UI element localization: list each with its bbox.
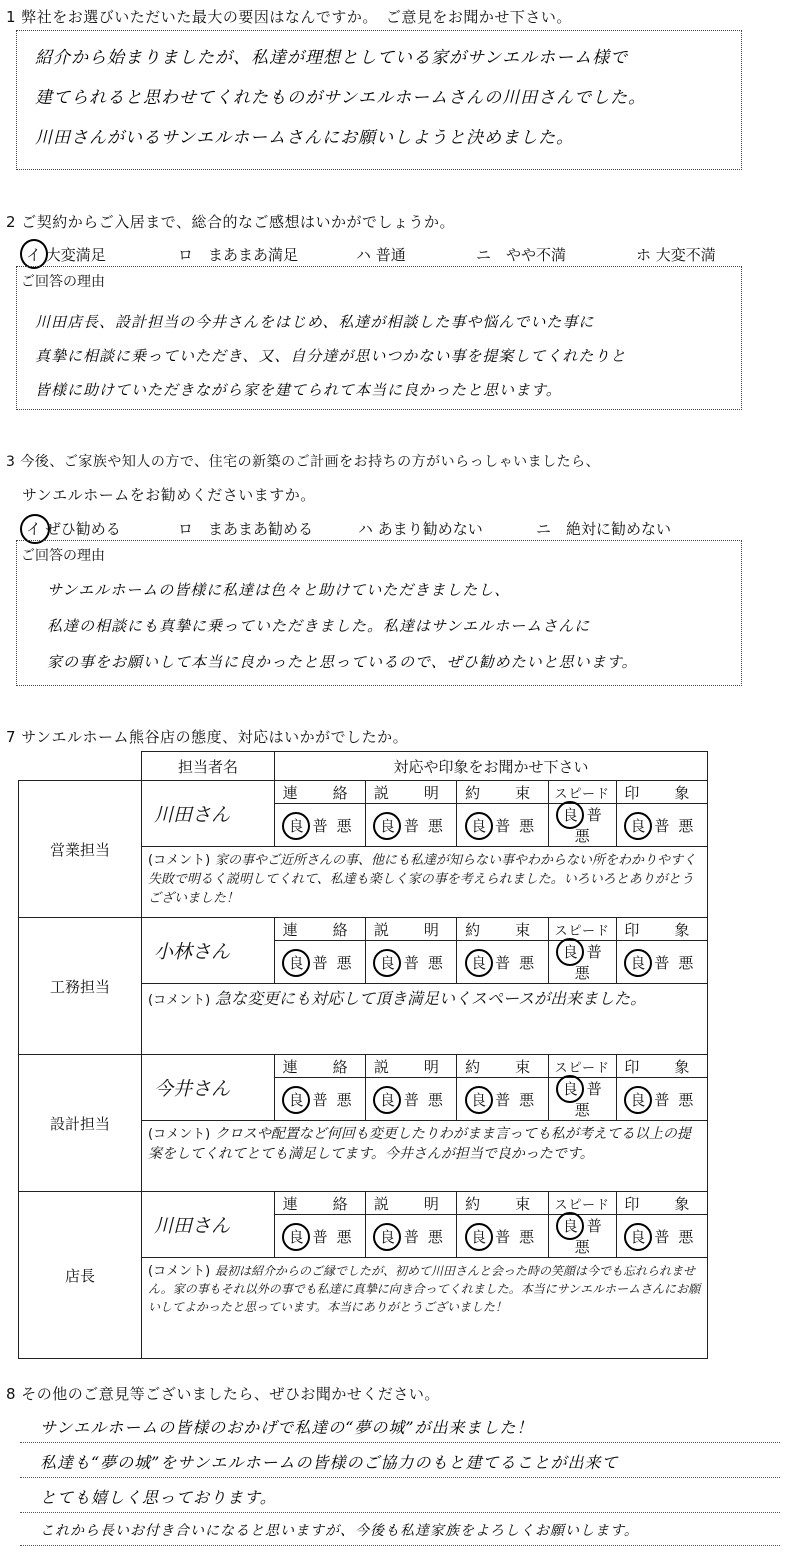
- comment-sales-text: 家の事やご近所さんの事、他にも私達が知らない事やわからない所をわかりやすく失敗で明るく説明してくれて、私達も楽しく家の事を考えられました。いろいろとありがとうございました！: [148, 853, 696, 906]
- rating-manager-impression: 良 普 悪: [616, 1215, 707, 1258]
- q2-reason-line-1: 川田店長、設計担当の今井さんをはじめ、私達が相談した事や悩んでいた事に: [35, 313, 595, 331]
- header-speed: スピード: [548, 781, 616, 804]
- header-contact: 連 絡: [275, 781, 366, 804]
- q2-option-4: ニ やや不満: [476, 246, 567, 264]
- q2-option-1: イ 大変満足: [26, 246, 106, 264]
- rating-design-speed: 良 普悪: [548, 1078, 616, 1121]
- rating-construction-promise: 良 普 悪: [457, 941, 548, 984]
- q8-rule-1: [20, 1442, 780, 1443]
- category-manager: 店長: [19, 1192, 142, 1359]
- q3-option-1: イ ぜひ勧める: [26, 520, 121, 538]
- col-impression-header: 対応や印象をお聞かせ下さい: [275, 752, 708, 781]
- q2-option-5: ホ 大変不満: [636, 246, 716, 264]
- rating-construction-speed: 良 普悪: [548, 941, 616, 984]
- comment-construction-text: 急な変更にも対応して頂き満足いくスペースが出来ました。: [214, 989, 647, 1008]
- rating-construction-explain: 良 普 悪: [366, 941, 457, 984]
- header-impression: 印 象: [616, 781, 707, 804]
- category-construction: 工務担当: [19, 918, 142, 1055]
- category-sales: 営業担当: [19, 781, 142, 918]
- q3-reason-line-1: サンエルホームの皆様に私達は色々と助けていただきましたし、: [47, 581, 511, 599]
- q1-answer-line-3: 川田さんがいるサンエルホームさんにお願いしようと決めました。: [35, 128, 575, 148]
- staff-name-manager: 川田さん: [154, 1215, 231, 1237]
- rating-sales-speed: 良 普悪: [548, 804, 616, 847]
- q2-reason-box: [16, 266, 742, 410]
- q2-reason-line-2: 真摯に相談に乗っていただき、又、自分達が思いつかない事を提案してくれたりと: [35, 347, 627, 365]
- q8-answer-line-4: これから長いお付き合いになると思いますが、今後も私達家族をよろしくお願いします。: [40, 1523, 639, 1539]
- comment-manager-text: 最初は紹介からのご縁でしたが、初めて川田さんと会った時の笑顔は今でも忘れられません。家の事もそれ以外の事でも私達に真摯に向き合ってくれました。本当にサンエルホームさんにお願いしてよかったと思っています。本当にありがとうございました！: [148, 1264, 701, 1314]
- rating-manager-speed: 良 普悪: [548, 1215, 616, 1258]
- q8-rule-2: [20, 1477, 780, 1478]
- rating-design-contact: 良 普 悪: [275, 1078, 366, 1121]
- q2-reason-line-3: 皆様に助けていただきながら家を建てられて本当に良かったと思います。: [35, 381, 562, 399]
- rating-manager-promise: 良 普 悪: [457, 1215, 548, 1258]
- comment-design-text: クロスや配置など何回も変更したりわがまま言っても私が考えてる以上の提案をしてくれてとても満足してます。今井さんが担当で良かったです。: [148, 1126, 691, 1162]
- q3-option-3: ハ あまり勧めない: [358, 520, 483, 538]
- rating-sales-explain: 良 普 悪: [366, 804, 457, 847]
- rating-design-promise: 良 普 悪: [457, 1078, 548, 1121]
- category-design: 設計担当: [19, 1055, 142, 1192]
- q8-rule-3: [20, 1512, 780, 1513]
- q8-answer-line-2: 私達も“夢の城”をサンエルホームの皆様のご協力のもと建てることが出来て: [40, 1453, 619, 1472]
- header-explain: 説 明: [366, 781, 457, 804]
- q2-question: 2 ご契約からご入居まで、総合的なご感想はいかがでしょうか。: [6, 213, 456, 231]
- rating-sales-promise: 良 普 悪: [457, 804, 548, 847]
- rating-sales-contact: 良 普 悪: [275, 804, 366, 847]
- header-promise: 約 束: [457, 781, 548, 804]
- comment-sales: (コメント) 家の事やご近所さんの事、他にも私達が知らない事やわからない所をわかりやすく失敗で明るく説明してくれて、私達も楽しく家の事を考えられました。いろいろとありがとうございました！: [142, 847, 708, 918]
- comment-construction: (コメント) 急な変更にも対応して頂き満足いくスペースが出来ました。: [142, 984, 708, 1055]
- q1-answer-line-1: 紹介から始まりましたが、私達が理想としている家がサンエルホーム様で: [35, 48, 629, 68]
- q7-question: 7 サンエルホーム熊谷店の態度、対応はいかがでしたか。: [6, 728, 409, 746]
- staff-name-construction: 小林さん: [154, 941, 231, 963]
- q8-question: 8 その他のご意見等ございましたら、ぜひお聞かせください。: [6, 1385, 440, 1403]
- comment-design: (コメント) クロスや配置など何回も変更したりわがまま言っても私が考えてる以上の提案をしてくれてとても満足してます。今井さんが担当で良かったです。: [142, 1121, 708, 1192]
- rating-manager-contact: 良 普 悪: [275, 1215, 366, 1258]
- q3-question-line-2: サンエルホームをお勧めくださいますか。: [22, 486, 316, 504]
- q3-option-4: ニ 絶対に勧めない: [536, 520, 672, 538]
- rating-design-impression: 良 普 悪: [616, 1078, 707, 1121]
- q3-reason-line-2: 私達の相談にも真摯に乗っていただきました。私達はサンエルホームさんに: [47, 617, 591, 635]
- rating-construction-impression: 良 普 悪: [616, 941, 707, 984]
- rating-manager-explain: 良 普 悪: [366, 1215, 457, 1258]
- q3-reason-box: [16, 540, 742, 686]
- rating-design-explain: 良 普 悪: [366, 1078, 457, 1121]
- q3-question-line-1: 3 今後、ご家族や知人の方で、住宅の新築のご計画をお持ちの方がいらっしゃいましたら、: [6, 454, 601, 470]
- rating-construction-contact: 良 普 悪: [275, 941, 366, 984]
- col-staff-header: 担当者名: [142, 752, 275, 781]
- staff-name-sales: 川田さん: [154, 804, 231, 826]
- staff-name-design: 今井さん: [154, 1078, 231, 1100]
- q8-rule-4: [20, 1545, 780, 1546]
- q2-reason-label: ご回答の理由: [21, 274, 105, 290]
- comment-manager: (コメント) 最初は紹介からのご縁でしたが、初めて川田さんと会った時の笑顔は今でも忘れられません。家の事もそれ以外の事でも私達に真摯に向き合ってくれました。本当にサンエルホームさんにお願いしてよかったと思っています。本当にありがとうございました！: [142, 1258, 708, 1359]
- q3-option-2: ロ まあまあ勧める: [178, 520, 314, 538]
- rating-sales-impression: 良 普 悪: [616, 804, 707, 847]
- q8-answer-line-1: サンエルホームの皆様のおかげで私達の“夢の城”が出来ました！: [40, 1418, 534, 1437]
- q8-answer-line-3: とても嬉しく思っております。: [40, 1488, 277, 1507]
- q2-option-3: ハ 普通: [356, 246, 406, 264]
- q3-reason-line-3: 家の事をお願いして本当に良かったと思っているので、ぜひ勧めたいと思います。: [47, 653, 638, 671]
- q3-reason-label: ご回答の理由: [21, 548, 105, 564]
- q1-answer-line-2: 建てられると思わせてくれたものがサンエルホームさんの川田さんでした。: [35, 88, 647, 108]
- q2-option-2: ロ まあまあ満足: [178, 246, 299, 264]
- q1-answer-box: [16, 30, 742, 170]
- q1-question: 1 弊社をお選びいただいた最大の要因はなんですか。 ご意見をお聞かせ下さい。: [6, 8, 572, 26]
- evaluation-table: 担当者名 対応や印象をお聞かせ下さい 営業担当 川田さん 連 絡 説 明 約 束 スピード 印 象 良 普 悪 良 普 悪 良 普 悪 良 普悪 良 普 悪 (コメント) 家の事やご近所さんの事、他にも私達が知らない事やわからない所をわかりやすく失敗で明るく説明してくれて、私達も楽しく家の事を考えられました。いろいろとありがとうございました！ 工務担当 小林さん 連 絡 説 明 約 束 スピード 印 象 良 普 悪 良 普 悪 良 普 悪 良 普悪 良 普 悪 (コメント) 急な変更にも対応して頂き満足いくスペースが出来ました。 設計担当 今井さん 連 絡 説 明 約 束 スピード 印 象 良 普 悪 良 普 悪 良 普 悪 良 普悪 良 普 悪 (コメント) クロスや配置など何回も変更したりわがまま言っても私が考えてる以上の提案をしてくれてとても満足してます。今井さんが担当で良かったです。 店長 川田さん 連 絡 説 明 約 束 スピード 印 象 良 普 悪 良 普 悪 良 普 悪 良 普悪 良 普 悪 (コメント) 最初は紹介からのご縁でしたが、初めて川田さんと会った時の笑顔は今でも忘れられません。家の事もそれ以外の事でも私達に真摯に向き合ってくれました。本当にサンエルホームさんにお願いしてよかったと思っています。本当にありがとうございました！: [18, 751, 708, 1359]
